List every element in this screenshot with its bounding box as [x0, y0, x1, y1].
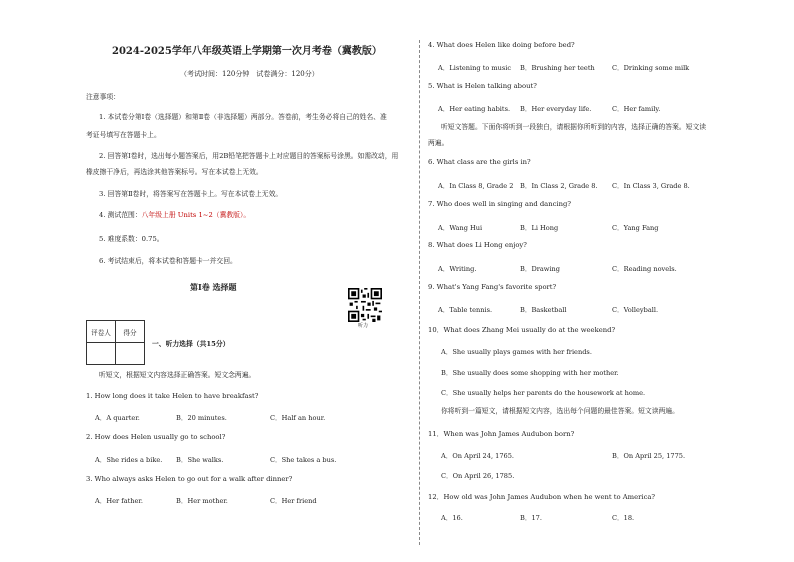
note-5: 5. 难度系数：0.75。: [99, 235, 164, 243]
question-12: 12．How old was John James Audubon when he went to America?: [428, 493, 656, 501]
note-3: 3. 回答第Ⅱ卷时，将答案写在答题卡上。写在本试卷上无效。: [99, 190, 283, 198]
q6-option-c: C．In Class 3, Grade 8.: [612, 182, 690, 190]
question-4: 4. What does Helen like doing before bed?: [428, 41, 575, 49]
q12-option-a: A．16.: [441, 514, 463, 522]
question-5: 5. What is Helen talking about?: [428, 82, 537, 90]
q11-option-b: B．On April 25, 1775.: [612, 452, 686, 460]
note-1b: 考证号填写在答题卡上。: [86, 131, 161, 139]
score-cell: [116, 343, 145, 365]
question-1: 1. How long does it take Helen to have breakfast?: [86, 392, 259, 400]
q2-option-c: C．She takes a bus.: [270, 456, 337, 464]
q4-option-c: C．Drinking some milk: [612, 64, 690, 72]
q11-option-c: C．On April 26, 1785.: [441, 472, 515, 480]
q4-option-b: B．Brushing her teeth: [520, 64, 595, 72]
note-4: [99, 211, 250, 219]
q5-option-a: A．Her eating habits.: [438, 105, 511, 113]
note-2a: 2. 回答第Ⅰ卷时，选出每小题答案后，用2B铅笔把答题卡上对应题目的答案标号涂黑。如需改动，用: [99, 152, 399, 160]
question-8: 8. What does Li Hong enjoy?: [428, 241, 527, 249]
part1-title: 一、听力选择（共15分）: [152, 340, 230, 348]
q7-option-b: B．Li Hong: [520, 224, 559, 232]
q9-option-b: B．Basketball: [520, 306, 567, 314]
question-9: 9. What's Yang Fang's favorite sport?: [428, 283, 557, 291]
question-11: 11．When was John James Audubon born?: [428, 430, 575, 438]
grader-label: 评卷人: [87, 321, 116, 343]
grader-cell: [87, 343, 116, 365]
q6-option-b: B．In Class 2, Grade 8.: [520, 182, 598, 190]
note-4-range: 八年级上册 Units 1~2（冀教版）。: [141, 211, 251, 219]
question-10: 10．What does Zhang Mei usually do at the weekend?: [428, 326, 616, 334]
q7-option-a: A．Wang Hui: [438, 224, 483, 232]
q2-option-a: A．She rides a bike.: [95, 456, 163, 464]
q2-option-b: B．She walks.: [176, 456, 224, 464]
note-4-prefix: 4. 测试范围：: [99, 211, 142, 219]
q12-option-b: B．17.: [520, 514, 542, 522]
q8-option-a: A．Writing.: [438, 265, 477, 273]
q3-option-a: A．Her father.: [95, 497, 143, 505]
question-3: 3. Who always asks Helen to go out for a walk after dinner?: [86, 475, 293, 483]
qr-code-icon: [348, 288, 382, 322]
q1-option-a: A．A quarter.: [95, 414, 140, 422]
q9-option-a: A．Table tennis.: [438, 306, 493, 314]
q4-option-a: A．Listening to music: [438, 64, 512, 72]
score-table: [86, 320, 145, 365]
q1-option-c: C．Half an hour.: [270, 414, 326, 422]
q5-option-c: C．Her family.: [612, 105, 661, 113]
column-divider: [419, 40, 420, 545]
passage-instruction: 你将听到一篇短文，请根据短文内容，选出每个问题的最佳答案。短文读两遍。: [441, 407, 679, 415]
q10-option-b: B．She usually does some shopping with her mother.: [441, 369, 619, 377]
notes-heading: 注意事项：: [86, 93, 120, 101]
q9-option-c: C．Volleyball.: [612, 306, 659, 314]
q10-option-a: A．She usually plays games with her friends.: [441, 348, 592, 356]
section-title: 第Ⅰ卷 选择题: [190, 282, 237, 292]
exam-subtitle: （考试时间：120分钟 试卷满分：120分）: [180, 70, 319, 78]
score-label: 得分: [116, 321, 145, 343]
listening-instruction: 听短文，根据短文内容选择正确答案。短文念两遍。: [99, 371, 256, 379]
q3-option-b: B．Her mother.: [176, 497, 228, 505]
q7-option-c: C．Yang Fang: [612, 224, 659, 232]
monologue-instruction: 听短文答题。下面你将听到一段独白，请根据你所听到的内容，选择正确的答案。短文读: [441, 123, 707, 131]
note-2b: 橡皮擦干净后，再选涂其他答案标号。写在本试卷上无效。: [86, 168, 263, 176]
note-1a: 1. 本试卷分第Ⅰ卷（选择题）和第Ⅱ卷（非选择题）两部分。答卷前，考生务必将自己的姓名、准: [99, 113, 387, 121]
qr-caption: 听力: [358, 323, 369, 329]
q12-option-c: C．18.: [612, 514, 635, 522]
q11-option-a: A．On April 24, 1765.: [441, 452, 515, 460]
q8-option-c: C．Reading novels.: [612, 265, 677, 273]
q10-option-c: C．She usually helps her parents do the housework at home.: [441, 389, 646, 397]
q6-option-a: A．In Class 8, Grade 2: [438, 182, 514, 190]
q3-option-c: C．Her friend: [270, 497, 317, 505]
question-2: 2. How does Helen usually go to school?: [86, 433, 226, 441]
exam-title: 2024-2025学年八年级英语上学期第一次月考卷（冀教版）: [112, 46, 382, 57]
monologue-instruction-cont: 两遍。: [428, 139, 449, 147]
q5-option-b: B．Her everyday life.: [520, 105, 592, 113]
question-7: 7. Who does well in singing and dancing?: [428, 200, 571, 208]
q1-option-b: B．20 minutes.: [176, 414, 227, 422]
q8-option-b: B．Drawing: [520, 265, 561, 273]
question-6: 6. What class are the girls in?: [428, 158, 531, 166]
note-6: 6. 考试结束后，将本试卷和答题卡一并交回。: [99, 257, 237, 265]
